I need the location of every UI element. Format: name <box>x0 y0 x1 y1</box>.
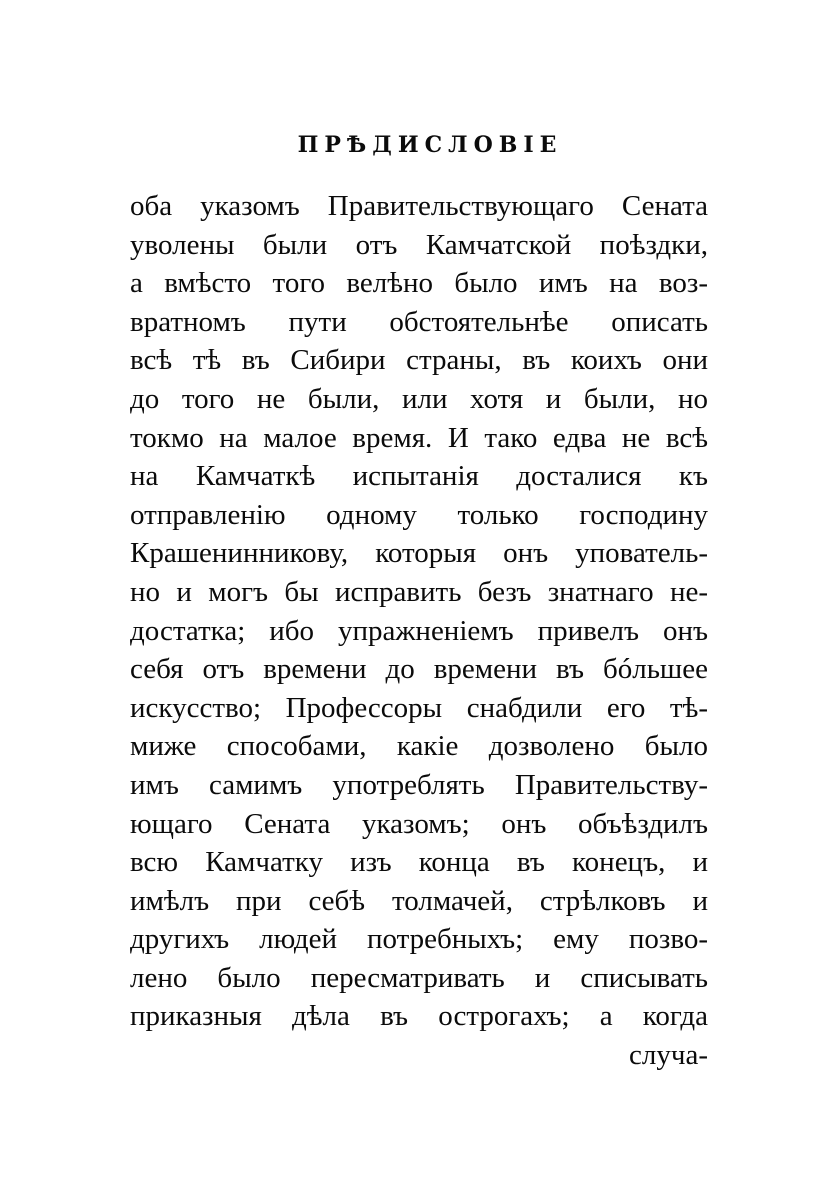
text-line: всѣ тѣ въ Сибири страны, въ коихъ они <box>130 344 708 377</box>
text-line: вратномъ пути обстоятельнѣе описать <box>130 305 708 338</box>
text-line: миже способами, какіе дозволено было <box>130 730 708 763</box>
text-line: искусство; Професcоры снабдили его тѣ- <box>130 691 708 724</box>
text-line: отправленію одному только господину <box>130 498 708 531</box>
text-line: на Камчаткѣ испытанія досталися къ <box>130 460 708 493</box>
text-line: имѣлъ при себѣ толмачей, стрѣлковъ и <box>130 884 708 917</box>
running-title <box>0 132 840 158</box>
text-line: до того не были, или хотя и были, но <box>130 382 708 415</box>
text-line: себя отъ времени до времени въ бóльшее <box>130 653 708 686</box>
text-line: оба указомъ Правительствующаго Сената <box>130 190 708 222</box>
text-line: лено было пересматривать и списывать <box>130 961 708 994</box>
text-line: а вмѣсто того велѣно было имъ на воз- <box>130 267 708 300</box>
text-line: но и могъ бы исправить безъ знатнаго не- <box>130 575 708 608</box>
text-line: достатка; ибо упражненіемъ привелъ онъ <box>130 614 708 647</box>
text-line: токмо на малое время. И тако едва не всѣ <box>130 421 708 454</box>
text-line: уволены были отъ Камчатской поѣздки, <box>130 228 708 261</box>
text-line: всю Камчатку изъ конца въ конецъ, и <box>130 846 708 879</box>
catchword: случа- <box>629 1039 708 1072</box>
text-line: Крашенинникову, которыя онъ упователь- <box>130 537 708 570</box>
running-title-text: ПРѢДИСЛОВІЕ <box>297 132 563 158</box>
text-line: ющаго Сената указомъ; онъ объѣздилъ <box>130 807 708 840</box>
text-line: приказныя дѣла въ острогахъ; а когда <box>130 1000 708 1033</box>
text-line: имъ самимъ употреблять Правительству- <box>130 768 708 801</box>
text-line: другихъ людей потребныхъ; ему позво- <box>130 923 708 956</box>
page-body <box>130 187 708 1075</box>
